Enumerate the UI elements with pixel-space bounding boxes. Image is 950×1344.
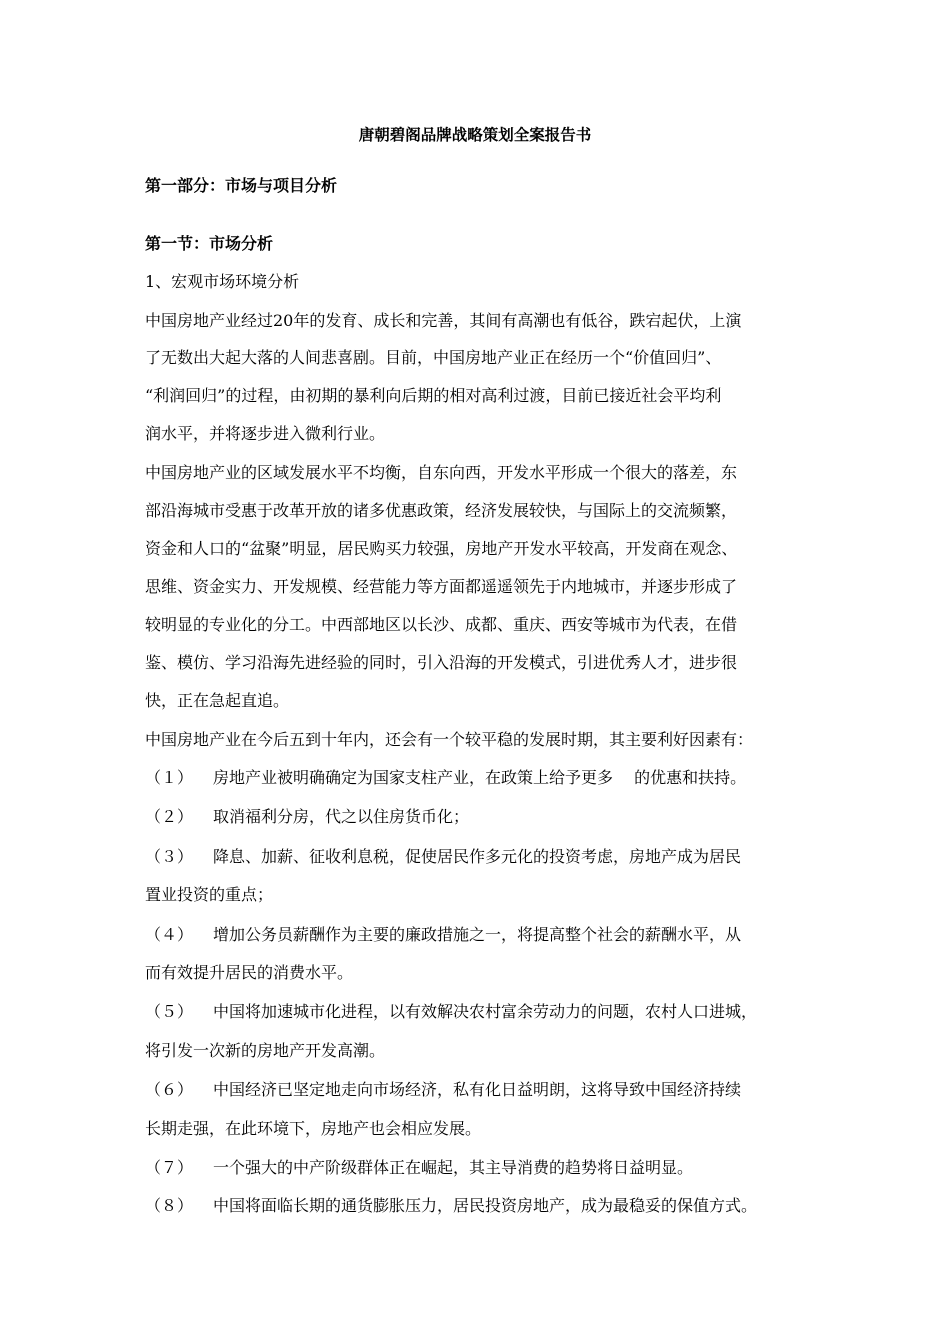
- list-item: [145, 846, 741, 868]
- list-item-number: （８）: [145, 1196, 194, 1215]
- paragraph-line: 资金和人口的“盆聚”明显，居民购买力较强，房地产开发水平较高，开发商在观念、: [145, 539, 738, 558]
- list-item: [145, 767, 746, 789]
- list-item-text: 长期走强，在此环境下，房地产也会相应发展。: [145, 1119, 482, 1138]
- subsection-heading: 1、宏观市场环境分析: [145, 272, 300, 291]
- paragraph-line: 快，正在急起直追。: [145, 691, 290, 710]
- paragraph-line: “利润回归”的过程，由初期的暴利向后期的相对高利过渡，目前已接近社会平均利: [145, 386, 722, 405]
- list-item-continuation: [145, 884, 273, 906]
- paragraph-line: 了无数出大起大落的人间悲喜剧。目前，中国房地产业正在经历一个“价值回归”、: [145, 348, 722, 367]
- list-item: [145, 1079, 741, 1101]
- list-item-text: 一个强大的中产阶级群体正在崛起，其主导消费的趋势将日益明显。: [213, 1158, 694, 1177]
- list-item-number: （７）: [145, 1158, 194, 1177]
- document-title: 唐朝碧阁品牌战略策划全案报告书: [358, 125, 592, 144]
- list-item-continuation: [145, 1040, 385, 1062]
- paragraph-line: 中国房地产业经过20年的发育、成长和完善，其间有高潮也有低谷，跌宕起伏，上演: [145, 311, 742, 330]
- list-item: [145, 1001, 757, 1023]
- list-item-text: 中国将面临长期的通货膨胀压力，居民投资房地产，成为最稳妥的保值方式。: [213, 1196, 758, 1215]
- section-heading: 第一节：市场分析: [145, 234, 274, 253]
- list-item: [145, 1195, 757, 1217]
- list-item-number: （５）: [145, 1002, 194, 1021]
- list-item-number: （４）: [145, 925, 194, 944]
- list-item-number: （３）: [145, 847, 194, 866]
- paragraph-line: 较明显的专业化的分工。中西部地区以长沙、成都、重庆、西安等城市为代表，在借: [145, 615, 738, 634]
- list-item-text: 中国将加速城市化进程，以有效解决农村富余劳动力的问题，农村人口进城，: [213, 1002, 758, 1021]
- list-item-text: 置业投资的重点；: [145, 885, 274, 904]
- list-item: [145, 924, 741, 946]
- paragraph-line: 鉴、模仿、学习沿海先进经验的同时，引入沿海的开发模式，引进优秀人才，进步很: [145, 653, 738, 672]
- paragraph-line: 中国房地产业的区域发展水平不均衡，自东向西，开发水平形成一个很大的落差，东: [145, 463, 738, 482]
- list-item-text: 将引发一次新的房地产开发高潮。: [145, 1041, 386, 1060]
- list-item: [145, 1157, 693, 1179]
- paragraph-line: 润水平，并将逐步进入微利行业。: [145, 424, 386, 443]
- list-item-text: 增加公务员薪酬作为主要的廉政措施之一，将提高整个社会的薪酬水平，从: [213, 925, 742, 944]
- list-item-text: 降息、加薪、征收利息税，促使居民作多元化的投资考虑，房地产成为居民: [213, 847, 742, 866]
- list-item-continuation: [145, 1118, 481, 1140]
- list-item-text: 房地产业被明确确定为国家支柱产业，在政策上给予更多 的优惠和扶持。: [213, 768, 747, 787]
- list-item-continuation: [145, 962, 353, 984]
- list-item-number: （１）: [145, 768, 194, 787]
- part-heading: 第一部分：市场与项目分析: [145, 176, 338, 195]
- list-item-number: （６）: [145, 1080, 194, 1099]
- paragraph-line: 思维、资金实力、开发规模、经营能力等方面都遥遥领先于内地城市，并逐步形成了: [145, 577, 738, 596]
- list-item-text: 取消福利分房，代之以住房货币化；: [213, 807, 470, 826]
- list-item-number: （２）: [145, 807, 194, 826]
- list-item: [145, 806, 469, 828]
- list-item-text: 而有效提升居民的消费水平。: [145, 963, 354, 982]
- list-item-text: 中国经济已坚定地走向市场经济，私有化日益明朗，这将导致中国经济持续: [213, 1080, 742, 1099]
- paragraph-line: 部沿海城市受惠于改革开放的诸多优惠政策，经济发展较快，与国际上的交流频繁，: [145, 501, 738, 520]
- paragraph-line: 中国房地产业在今后五到十年内，还会有一个较平稳的发展时期，其主要利好因素有：: [145, 730, 754, 749]
